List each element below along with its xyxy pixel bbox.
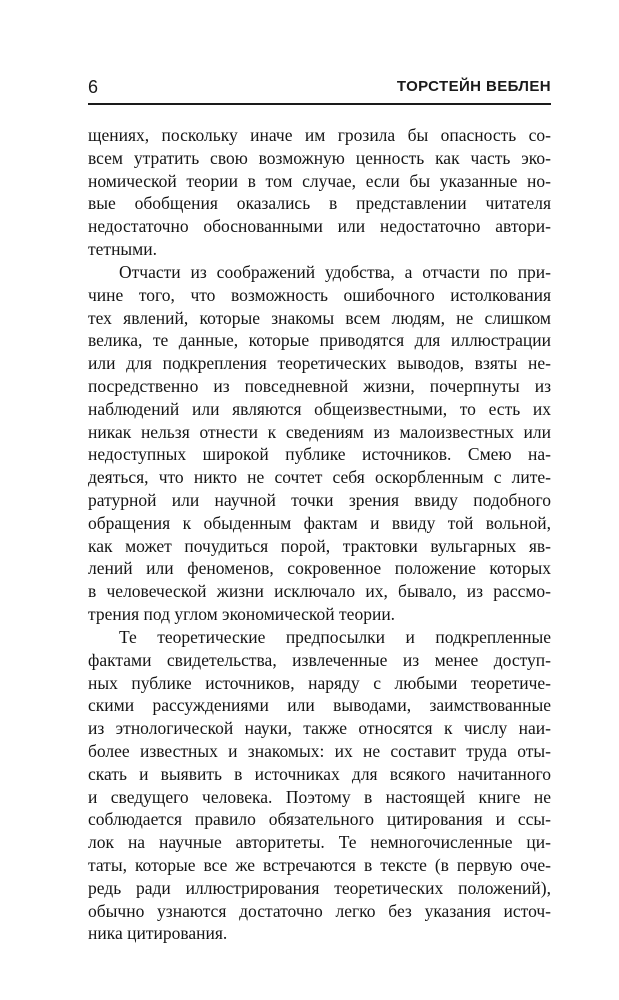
text-line: деяться, что никто не сочтет себя оскорбленным с лите-: [88, 467, 551, 488]
text-line: или для подкрепления теоретических выводов, взяты не-: [88, 353, 551, 374]
running-header: [88, 76, 551, 98]
text-line: велика, те данные, которые приводятся для иллюстрации: [88, 330, 551, 351]
text-line: лений или феноменов, сокровенное положение которых: [88, 558, 551, 579]
text-line: недостаточно обоснованными или недостаточно автори-: [88, 216, 551, 237]
text-line: ных публике источников, наряду с любыми теоретиче-: [88, 672, 551, 693]
text-line: Те теоретические предпосылки и подкрепленные: [119, 626, 551, 647]
text-line: обращения к обыденным фактам и ввиду той вольной,: [88, 512, 551, 533]
text-line: и сведущего человека. Поэтому в настоящей книге не: [88, 786, 551, 807]
text-line: никак нельзя отнести к сведениям из малоизвестных или: [88, 421, 551, 442]
header-rule: [88, 103, 551, 105]
text-line: ратурной или научной точки зрения ввиду подобного: [88, 490, 551, 510]
body-text: [88, 124, 551, 945]
text-line: скать и выявить в источниках для всякого начитанного: [88, 763, 551, 784]
text-line: таты, которые все же встречаются в тексте (в первую оче-: [88, 855, 551, 875]
text-line: как может почудиться порой, трактовки вульгарных яв-: [88, 535, 551, 556]
text-line: всем утратить свою возможную ценность как часть эко-: [88, 147, 551, 168]
paragraph-2: [88, 261, 551, 626]
text-line: ника цитирования.: [88, 923, 228, 944]
text-line: тетными.: [88, 239, 158, 260]
text-line: в человеческой жизни исключало их, бывало, из рассмо-: [88, 581, 551, 602]
text-line: Отчасти из соображений удобства, а отчасти по при-: [119, 261, 551, 282]
text-line: соблюдается правило обязательного цитирования и ссы-: [88, 809, 551, 830]
paragraph-3: [88, 626, 551, 945]
text-line: фактами свидетельства, извлеченные из менее доступ-: [88, 649, 551, 670]
text-line: номической теории в том случае, если бы указанные но-: [88, 170, 551, 191]
text-line: обычно узнаются достаточно легко без указания источ-: [88, 900, 551, 921]
text-line: наблюдений или являются общеизвестными, то есть их: [88, 398, 551, 419]
text-line: недоступных широкой публике источников. Смею на-: [88, 444, 551, 465]
text-line: редь ради иллюстрирования теоретических положений),: [88, 877, 551, 898]
paragraph-1: [88, 124, 551, 261]
text-line: щениях, поскольку иначе им грозила бы опасность со-: [88, 125, 551, 145]
running-title: ТОРСТЕЙН ВЕБЛЕН: [396, 78, 551, 95]
text-line: скими рассуждениями или выводами, заимствованные: [88, 695, 551, 716]
text-line: из этнологической науки, также относятся к числу наи-: [88, 718, 551, 739]
text-line: чине того, что возможность ошибочного истолкования: [88, 284, 551, 305]
text-line: лок на научные авторитеты. Те немногочисленные ци-: [88, 832, 551, 853]
text-line: тех явлений, которые знакомы всем людям, не слишком: [88, 307, 551, 328]
text-line: вые обобщения оказались в представлении читателя: [88, 193, 551, 214]
text-line: посредственно из повседневной жизни, почерпнуты из: [88, 375, 551, 396]
page-number: 6: [88, 77, 99, 97]
text-line: более известных и знакомых: их не составит труда оты-: [88, 740, 551, 761]
text-line: трения под углом экономической теории.: [88, 604, 396, 625]
